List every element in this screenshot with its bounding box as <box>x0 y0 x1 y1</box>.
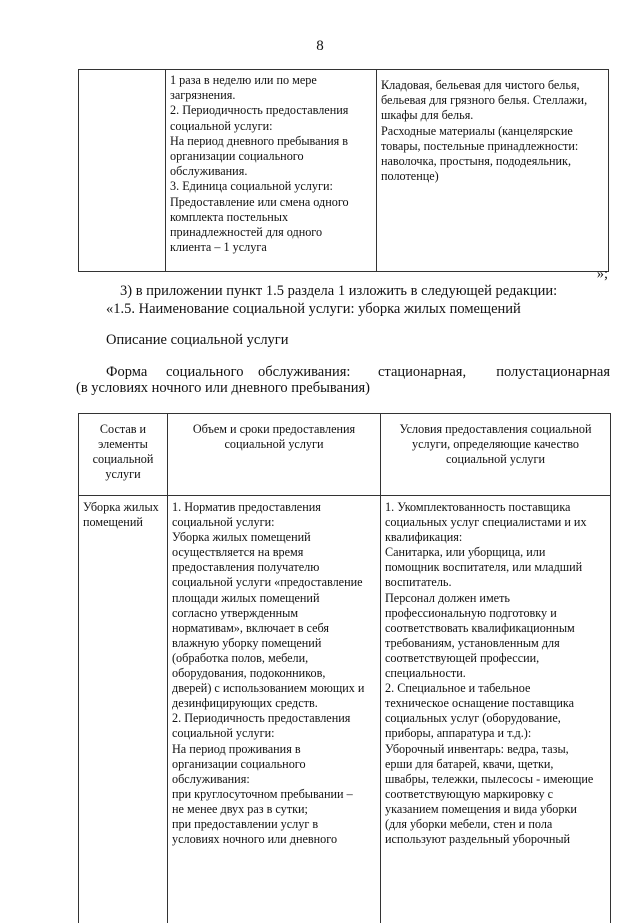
cell-line: На период дневного пребывания в <box>170 134 372 149</box>
cell-line: (обработка полов, мебели, <box>172 651 376 666</box>
cell-line: ерши для батарей, квачи, щетки, <box>385 757 606 772</box>
cell-conditions <box>381 496 611 923</box>
top-table <box>78 69 609 272</box>
cell-line: 2. Периодичность предоставления <box>170 103 372 118</box>
cell-line: осуществляется на время <box>172 545 376 560</box>
cell-line: полотенце) <box>381 169 604 184</box>
top-table-cell-2 <box>166 70 377 272</box>
top-table-cell-1 <box>79 70 166 272</box>
cell-line: швабры, тележки, пылесосы - имеющие <box>385 772 606 787</box>
cell-line: не менее двух раз в сутки; <box>172 802 376 817</box>
cell-line: профессиональную подготовку и <box>385 606 606 621</box>
top-table-cell-3 <box>377 70 609 272</box>
cell-line: комплекта постельных <box>170 210 372 225</box>
cell-line: помещений <box>83 515 163 530</box>
cell-line: Уборка жилых <box>83 500 163 515</box>
closing-quote: »; <box>597 266 608 283</box>
header-line: услуги <box>85 467 161 482</box>
cell-line: при круглосуточном пребывании – <box>172 787 376 802</box>
cell-line: социальной услуги: <box>172 515 376 530</box>
cell-line: организации социального <box>172 757 376 772</box>
cell-line: указанием помещения и вида уборки <box>385 802 606 817</box>
page-number: 8 <box>0 38 640 55</box>
cell-volume-terms <box>168 496 381 923</box>
form-word: полустационарная <box>496 364 610 381</box>
form-word: Форма <box>106 364 147 381</box>
cell-line: социальных услуг (оборудование, <box>385 711 606 726</box>
cell-line: квалификация: <box>385 530 606 545</box>
cell-line: дверей) с использованием моющих и <box>172 681 376 696</box>
cell-line: техническое оснащение поставщика <box>385 696 606 711</box>
cell-line: обслуживания: <box>172 772 376 787</box>
cell-line: согласно утвержденным <box>172 606 376 621</box>
item-15-text: «1.5. Наименование социальной услуги: уборка жилых помещений <box>106 301 521 318</box>
header-cell-composition <box>79 414 168 496</box>
cell-line: социальной услуги «предоставление <box>172 575 376 590</box>
cell-line: Уборочный инвентарь: ведра, тазы, <box>385 742 606 757</box>
table-header-row <box>79 414 611 496</box>
cell-line: при предоставлении услуг в <box>172 817 376 832</box>
cell-line: 1. Норматив предоставления <box>172 500 376 515</box>
cell-line: специальности. <box>385 666 606 681</box>
table-row <box>79 496 611 923</box>
cell-line: оборудования, подоконников, <box>172 666 376 681</box>
cell-line: бельевая для грязного белья. Стеллажи, <box>381 93 604 108</box>
cell-line: клиента – 1 услуга <box>170 240 372 255</box>
header-line: услуги, определяющие качество <box>385 437 606 452</box>
cell-line: дезинфицирующих средств. <box>172 696 376 711</box>
cell-line: принадлежностей для одного <box>170 225 372 240</box>
form-word: стационарная, <box>378 364 466 381</box>
cell-line: помощник воспитателя, или младший <box>385 560 606 575</box>
header-line: социальной <box>85 452 161 467</box>
form-line-2-text: (в условиях ночного или дневного пребывания) <box>76 380 370 397</box>
header-line: Условия предоставления социальной <box>385 422 606 437</box>
form-word: социального <box>166 364 243 381</box>
cell-line: площади жилых помещений <box>172 591 376 606</box>
header-cell-volume <box>168 414 381 496</box>
cell-line: Предоставление или смена одного <box>170 195 372 210</box>
cell-line: наволочка, простыня, пододеяльник, <box>381 154 604 169</box>
cell-line: нормативам», включает в себя <box>172 621 376 636</box>
cell-line: 2. Специальное и табельное <box>385 681 606 696</box>
header-line: социальной услуги <box>172 437 376 452</box>
cell-line: товары, постельные принадлежности: <box>381 139 604 154</box>
cell-line: воспитатель. <box>385 575 606 590</box>
header-line: Объем и сроки предоставления <box>172 422 376 437</box>
header-cell-conditions <box>381 414 611 496</box>
cell-line: обслуживания. <box>170 164 372 179</box>
cell-line: Уборка жилых помещений <box>172 530 376 545</box>
cell-line: используют раздельный уборочный <box>385 832 606 847</box>
cell-service-name <box>79 496 168 923</box>
cell-line: организации социального <box>170 149 372 164</box>
cell-line: Санитарка, или уборщица, или <box>385 545 606 560</box>
cell-line: соответствовать квалификационным <box>385 621 606 636</box>
cell-line: На период проживания в <box>172 742 376 757</box>
cell-line: Расходные материалы (канцелярские <box>381 124 604 139</box>
cell-line: 1. Укомплектованность поставщика <box>385 500 606 515</box>
cell-line: 1 раза в неделю или по мере <box>170 73 372 88</box>
header-line: элементы <box>85 437 161 452</box>
cell-line: социальной услуги: <box>172 726 376 741</box>
cell-line: социальной услуги: <box>170 119 372 134</box>
cell-line: 2. Периодичность предоставления <box>172 711 376 726</box>
cell-line: соответствующей профессии, <box>385 651 606 666</box>
cell-line: Персонал должен иметь <box>385 591 606 606</box>
form-word: обслуживания: <box>258 364 350 381</box>
cell-line: 3. Единица социальной услуги: <box>170 179 372 194</box>
cell-line: (для уборки мебели, стен и пола <box>385 817 606 832</box>
cell-line: Кладовая, бельевая для чистого белья, <box>381 78 604 93</box>
cell-line: предоставления получателю <box>172 560 376 575</box>
description-heading: Описание социальной услуги <box>106 332 289 349</box>
cell-line: условиях ночного или дневного <box>172 832 376 847</box>
cell-line: социальных услуг специалистами и их <box>385 515 606 530</box>
header-line: Состав и <box>85 422 161 437</box>
cell-line: приборы, аппаратура и т.д.): <box>385 726 606 741</box>
cell-line: влажную уборку помещений <box>172 636 376 651</box>
services-table <box>78 413 611 923</box>
cell-line: соответствующую маркировку с <box>385 787 606 802</box>
cell-line: загрязнения. <box>170 88 372 103</box>
header-line: социальной услуги <box>385 452 606 467</box>
cell-line: шкафы для белья. <box>381 108 604 123</box>
cell-line: требованиям, установленным для <box>385 636 606 651</box>
item-3-text: 3) в приложении пункт 1.5 раздела 1 изложить в следующей редакции: <box>120 283 557 300</box>
